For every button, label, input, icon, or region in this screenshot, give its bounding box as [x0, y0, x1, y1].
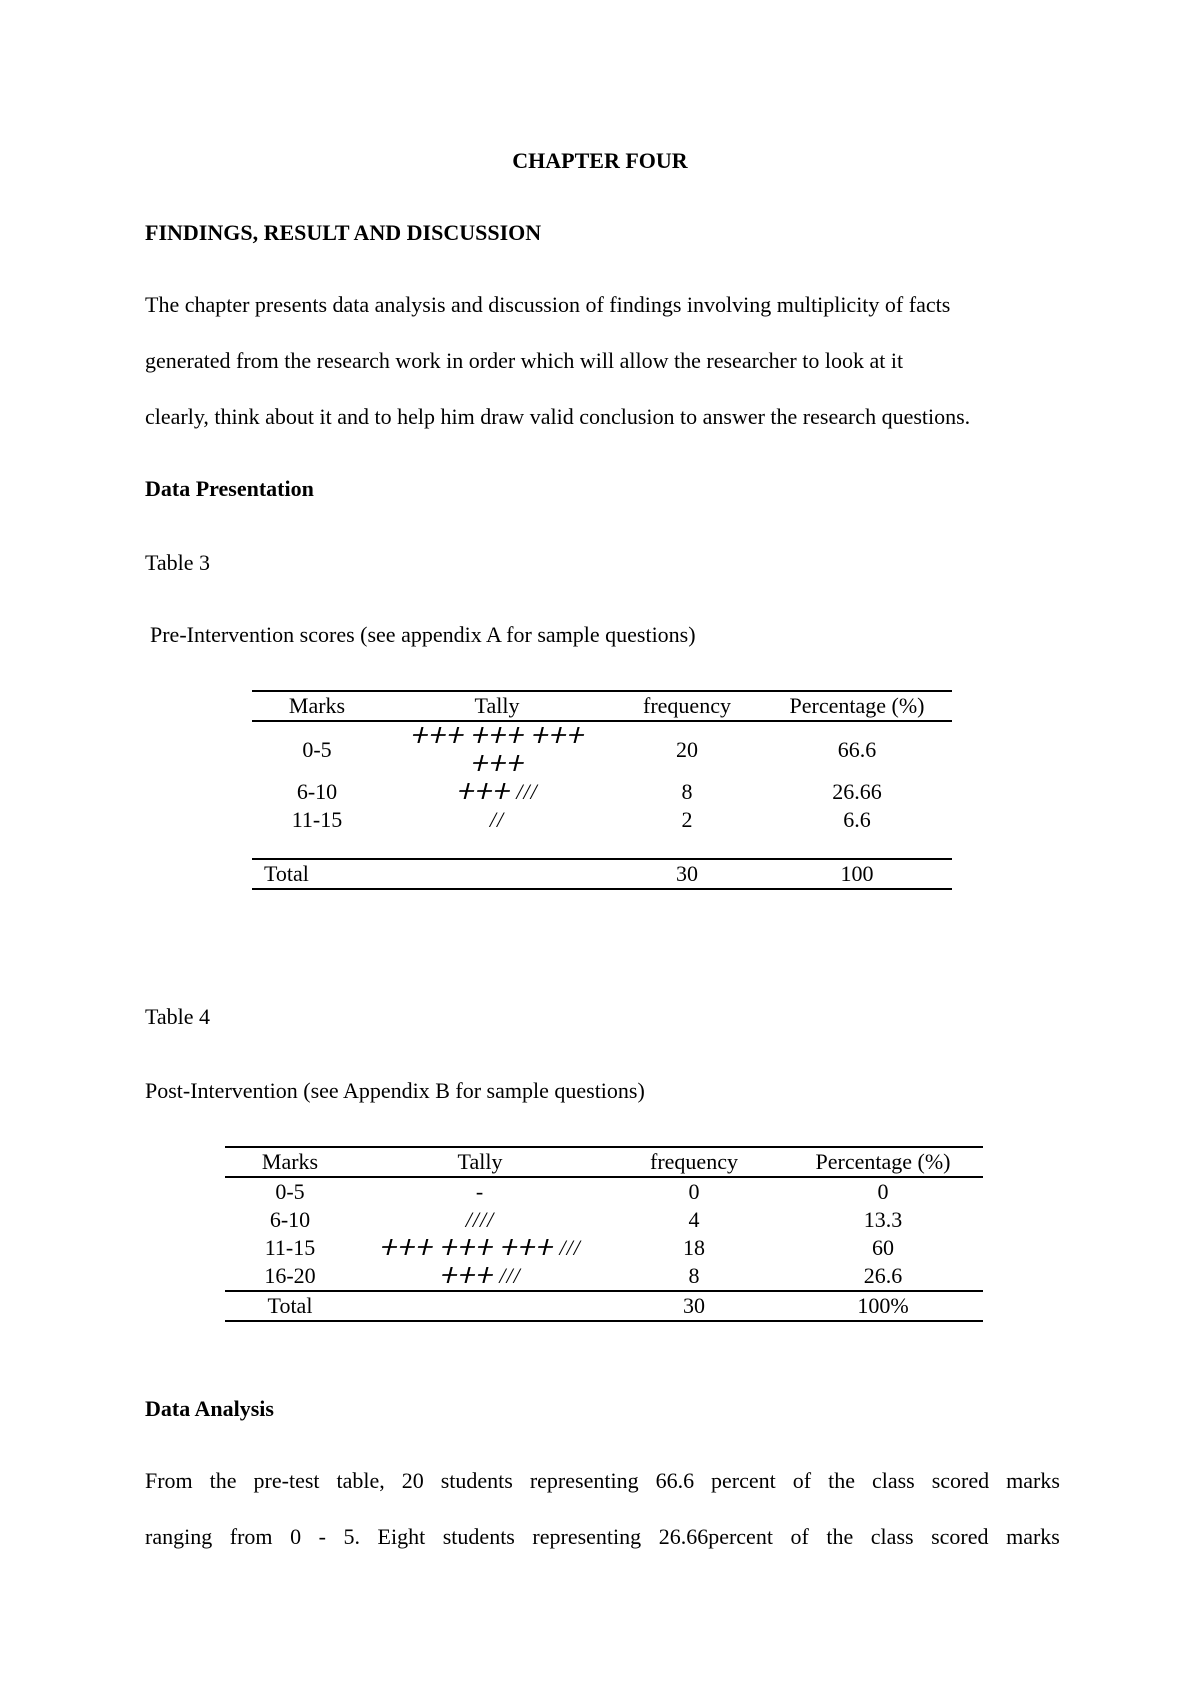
- intro-line: clearly, think about it and to help him draw valid conclusion to answer the research questions.: [145, 404, 971, 429]
- tally-cell: ⵜⵜⵜ ⵜⵜⵜ ⵜⵜⵜ ⵜⵜⵜ: [410, 723, 584, 776]
- marks-cell: 11-15: [264, 1235, 316, 1260]
- table-row: [252, 778, 952, 806]
- word: ranging: [145, 1524, 213, 1549]
- frequency-cell: 20: [676, 737, 698, 762]
- marks-cell: 6-10: [296, 779, 338, 804]
- word: 26.66percent: [658, 1524, 773, 1549]
- tally-cell: //: [489, 807, 505, 832]
- word: scored: [931, 1468, 990, 1493]
- table-row: [225, 1262, 983, 1291]
- word: scored: [931, 1524, 989, 1549]
- word: representing: [532, 1524, 642, 1549]
- data-analysis-heading: Data Analysis: [145, 1396, 274, 1421]
- word: representing: [529, 1468, 639, 1493]
- percentage-cell: 26.66: [832, 779, 882, 804]
- total-tally: [382, 859, 612, 889]
- frequency-cell: 18: [683, 1235, 705, 1260]
- tally-cell: ⵜⵜⵜ ///: [439, 1263, 521, 1288]
- column-header: frequency: [612, 691, 762, 721]
- marks-cell: 0-5: [302, 737, 332, 762]
- percentage-cell: 13.3: [863, 1207, 903, 1232]
- word: 5.: [343, 1524, 360, 1549]
- marks-cell: 16-20: [264, 1263, 316, 1288]
- word: students: [440, 1468, 513, 1493]
- frequency-cell: 8: [681, 779, 693, 804]
- table3-caption: Pre-Intervention scores (see appendix A for sample questions): [150, 622, 696, 647]
- intro-line: The chapter presents data analysis and discussion of findings involving multiplicity of facts: [145, 292, 951, 317]
- marks-cell: 6-10: [269, 1207, 311, 1232]
- total-row: [225, 1291, 983, 1321]
- word: -: [318, 1524, 326, 1549]
- column-header: Percentage (%): [762, 691, 952, 721]
- column-header: Marks: [252, 691, 382, 721]
- total-percentage: 100: [762, 859, 952, 889]
- table-row: [225, 1234, 983, 1262]
- tally-cell: ⵜⵜⵜ ⵜⵜⵜ ⵜⵜⵜ ///: [379, 1235, 581, 1260]
- table-row: [225, 1206, 983, 1234]
- word: students: [442, 1524, 515, 1549]
- percentage-cell: 60: [872, 1235, 894, 1260]
- percentage-cell: 66.6: [837, 737, 877, 762]
- total-row: [252, 859, 952, 889]
- table4-label: Table 4: [145, 1004, 211, 1029]
- word: Eight: [377, 1524, 426, 1549]
- data-presentation-heading: Data Presentation: [145, 476, 314, 501]
- tally-cell: ////: [465, 1207, 495, 1232]
- chapter-title: CHAPTER FOUR: [512, 148, 688, 173]
- total-tally: [355, 1291, 605, 1321]
- marks-cell: 0-5: [275, 1179, 305, 1204]
- word: percent: [711, 1468, 776, 1493]
- pre-intervention-table: [252, 690, 952, 890]
- word: marks: [1006, 1524, 1060, 1549]
- analysis-line: [145, 1468, 1060, 1494]
- table-row: [225, 1177, 983, 1206]
- table-row: [252, 721, 952, 778]
- word: marks: [1006, 1468, 1060, 1493]
- frequency-cell: 4: [688, 1207, 700, 1232]
- total-label: Total: [252, 859, 382, 889]
- word: 66.6: [655, 1468, 695, 1493]
- total-frequency: 30: [612, 859, 762, 889]
- intro-line: generated from the research work in order which will allow the researcher to look at it: [145, 348, 904, 373]
- percentage-cell: 26.6: [863, 1263, 903, 1288]
- word: of: [792, 1468, 812, 1493]
- tally-cell: -: [475, 1179, 485, 1204]
- frequency-cell: 2: [681, 807, 693, 832]
- word: the: [828, 1468, 855, 1493]
- word: table,: [336, 1468, 385, 1493]
- frequency-cell: 8: [688, 1263, 700, 1288]
- column-header: Tally: [355, 1147, 605, 1177]
- word: 0: [290, 1524, 302, 1549]
- word: the: [209, 1468, 237, 1493]
- word: class: [871, 1468, 915, 1493]
- table3-label: Table 3: [145, 550, 211, 575]
- table4-caption: Post-Intervention (see Appendix B for sample questions): [145, 1078, 645, 1103]
- percentage-cell: 6.6: [843, 807, 871, 832]
- total-frequency: 30: [605, 1291, 783, 1321]
- word: class: [870, 1524, 914, 1549]
- tally-cell: ⵜⵜⵜ ///: [456, 779, 538, 804]
- post-intervention-table: [225, 1146, 983, 1322]
- word: from: [229, 1524, 273, 1549]
- word: 20: [401, 1468, 424, 1493]
- word: the: [826, 1524, 854, 1549]
- total-percentage: 100%: [783, 1291, 983, 1321]
- frequency-cell: 0: [688, 1179, 700, 1204]
- percentage-cell: 0: [877, 1179, 889, 1204]
- column-header: Tally: [382, 691, 612, 721]
- word: of: [790, 1524, 809, 1549]
- marks-cell: 11-15: [291, 807, 343, 832]
- analysis-line: [145, 1524, 1060, 1550]
- table-row: [252, 806, 952, 834]
- column-header: Marks: [225, 1147, 355, 1177]
- column-header: frequency: [605, 1147, 783, 1177]
- column-header: Percentage (%): [783, 1147, 983, 1177]
- word: pre-test: [253, 1468, 320, 1493]
- word: From: [145, 1468, 193, 1493]
- total-label: Total: [225, 1291, 355, 1321]
- section-heading: FINDINGS, RESULT AND DISCUSSION: [145, 220, 542, 245]
